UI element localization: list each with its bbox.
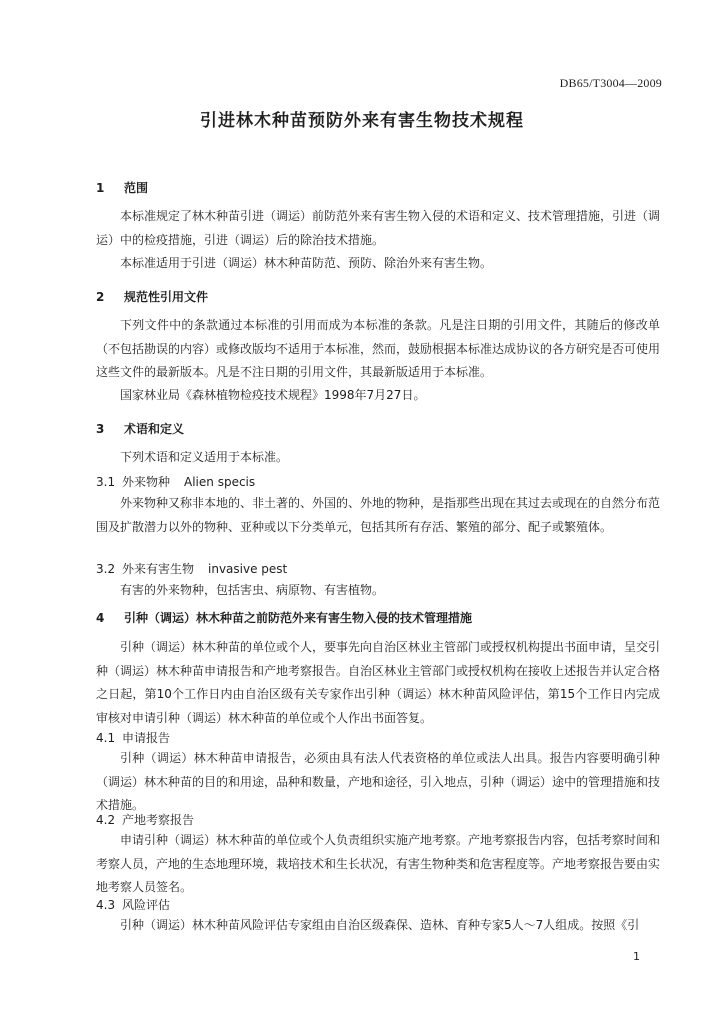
subsection-4-3-heading [96,898,170,912]
page-number: 1 [633,950,640,963]
subsection-4-1-paragraph: 引种（调运）林木种苗申请报告，必须由具有法人代表资格的单位或法人出具。报告内容要明确引种（调运）林木种苗的目的和用途，品种和数量，产地和途径，引入地点，引种（调运）途中的管理措施和技术措施。 [96,751,661,812]
section-title: 术语和定义 [124,422,185,436]
section-2-paragraph-1: 下列文件中的条款通过本标准的引用而成为本标准的条款。凡是注日期的引用文件，其随后的修改单（不包括勘误的内容）或修改版均不适用于本标准，然而，鼓励根据本标准达成协议的各方研究是否可使用这些文件的最新版本。凡是不注日期的引用文件，其最新版适用于本标准。 [96,318,661,379]
subsection-number: 4.2 [96,813,116,827]
subsection-title: 产地考察报告 [122,813,195,827]
term-3-2-heading [96,562,287,576]
section-number: 2 [96,290,105,304]
term-english: Alien specis [184,475,256,489]
subsection-4-2-heading [96,813,194,827]
term-3-1-heading [96,475,255,489]
subsection-number: 4.1 [96,731,116,745]
subsection-4-2-paragraph: 申请引种（调运）林木种苗的单位或个人负责组织实施产地考察。产地考察报告内容，包括考察时间和考察人员，产地的生态地理环境，栽培技术和生长状况，有害生物种类和危害程度等。产地考察报告要由实地考察人员签名。 [96,833,661,894]
section-number: 4 [96,611,105,625]
term-chinese: 外来物种 [122,475,171,489]
section-4-paragraph-1: 引种（调运）林木种苗的单位或个人，要事先向自治区林业主管部门或授权机构提出书面申请，呈交引种（调运）林木种苗申请报告和产地考察报告。自治区林业主管部门或授权机构在接收上述报告并认定合格之日起，第10个工作日内由自治区级有关专家作出引种（调运）林木种苗风险评估，第15个工作日内完成审核对申请引种（调运）林木种苗的单位或个人作出书面答复。 [96,640,661,725]
section-2-paragraph-2: 国家林业局《森林植物检疫技术规程》1998年7月27日。 [120,388,426,402]
term-3-2-definition: 有害的外来物种，包括害虫、病原物、有害植物。 [120,583,385,597]
subsection-4-3-paragraph: 引种（调运）林木种苗风险评估专家组由自治区级森保、造林、育种专家5人～7人组成。按照《引 [120,918,640,932]
document-title: 引进林木种苗预防外来有害生物技术规程 [200,111,524,131]
section-title: 规范性引用文件 [124,290,209,304]
term-chinese: 外来有害生物 [122,562,195,576]
term-english: invasive pest [208,562,288,576]
section-4-heading [96,611,472,625]
standard-code: DB65/T3004—2009 [559,76,662,90]
subsection-title: 申请报告 [122,731,171,745]
section-3-paragraph-1: 下列术语和定义适用于本标准。 [120,450,289,464]
term-number: 3.1 [96,475,116,489]
section-1-paragraph-1: 本标准规定了林木种苗引进（调运）前防范外来有害生物入侵的术语和定义、技术管理措施，引进（调运）中的检疫措施，引进（调运）后的除治技术措施。 [96,209,661,247]
section-3-heading [96,422,184,436]
term-number: 3.2 [96,562,116,576]
section-number: 1 [96,181,105,195]
section-2-heading [96,290,208,304]
term-3-1-definition: 外来物种又称非本地的、非土著的、外国的、外地的物种，是指那些出现在其过去或现在的自然分布范围及扩散潜力以外的物种、亚种或以下分类单元，包括其所有存活、繁殖的部分、配子或繁殖体。 [96,496,661,534]
section-number: 3 [96,422,105,436]
subsection-title: 风险评估 [122,898,171,912]
section-title: 引种（调运）林木种苗之前防范外来有害生物入侵的技术管理措施 [124,611,473,625]
section-1-paragraph-2: 本标准适用于引进（调运）林木种苗防范、预防、除治外来有害生物。 [120,256,493,270]
section-title: 范围 [124,181,149,195]
subsection-number: 4.3 [96,898,116,912]
subsection-4-1-heading [96,731,170,745]
section-1-heading [96,181,148,195]
